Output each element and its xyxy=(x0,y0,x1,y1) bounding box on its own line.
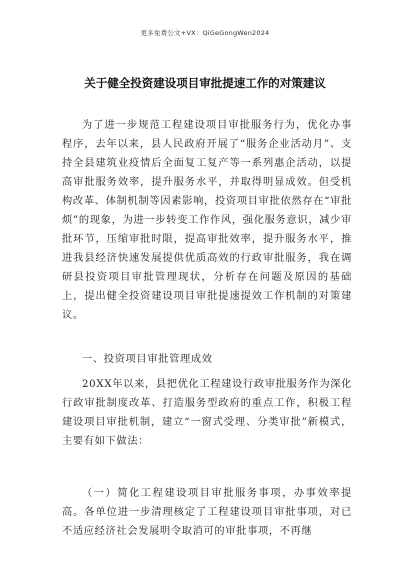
paragraph-intro: 为了进一步规范工程建设项目审批服务行为，优化办事程序，去年以来，县人民政府开展了“服务企业活动月”、支持全县建筑业疫情后全面复工复产等一系列惠企活动，以提高审批服务效率，提升服务水平，并取得明显成效。但受机构改革、体制机制等因素影响，投资项目审批依然存在“审批烦”的现象，为进一步转变工作作风，强化服务意识，减少审批环节，压缩审批时限，提高审批效率，提升服务水平，推进我县经济快速发展提供优质高效的行政审批服务，我在调研县投资项目审批管理现状，分析存在问题及原因的基础上，提出健全投资建设项目审批提速提效工作机制的对策建议。 xyxy=(62,120,352,321)
paragraph-section-1: 20XX年以来，县把优化工程建设行政审批服务作为深化行政审批制度改革、打造服务型政府的重点工作，积极工程建设项目审批机制，建立“一窗式受理、分类审批”新模式，主要有如下做法： xyxy=(62,379,352,447)
header-promo-note: 更多免费公文+VX：QiGeGongWen2024 xyxy=(140,29,270,37)
section-heading-1: 一、投资项目审批管理成效 xyxy=(82,354,213,365)
document-title: 关于健全投资建设项目审批提速工作的对策建议 xyxy=(84,76,326,90)
paragraph-subsection-1: （一）简化工程建设项目审批服务事项，办事效率提高。各单位进一步清理核定了工程建设项目审批事项，对已不适应经济社会发展明令取消可的审批事项，不再继 xyxy=(62,488,352,537)
